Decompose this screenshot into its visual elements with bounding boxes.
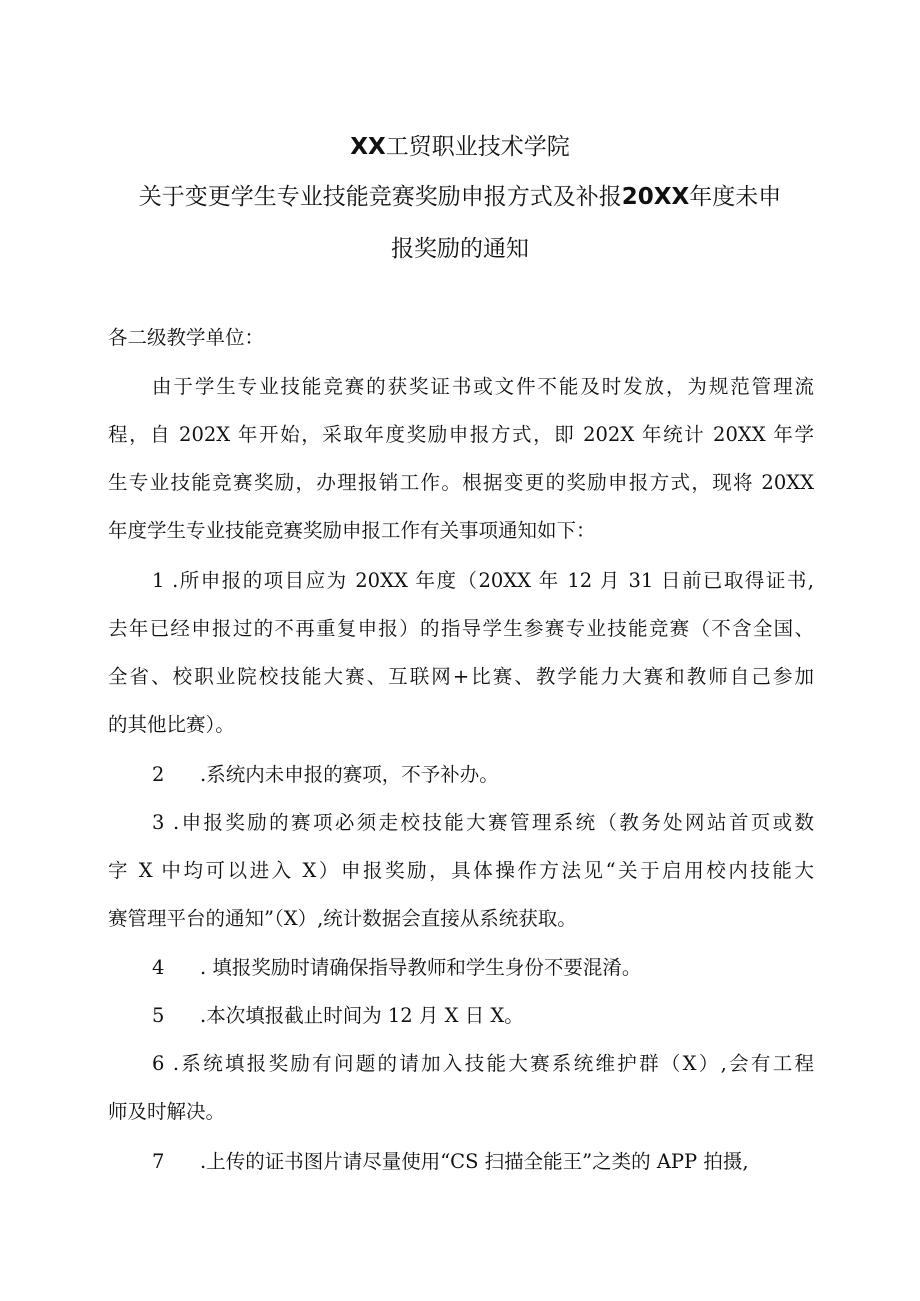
item-text: . 填报奖励时请确保指导教师和学生身份不要混淆。 [200,956,642,979]
item-3-line-3: 赛管理平台的通知”（X）,统计数据会直接从系统获取。 [108,907,577,930]
item-5-line-1 [152,1002,814,1030]
item-text: .申报奖励的赛项必须走校技能大赛管理系统（教务处网站首页或数 [173,811,814,834]
title-year: 20XX [621,184,690,210]
salutation: 各二级教学单位： [108,326,265,349]
item-text: .系统内未申报的赛项，不予补办。 [200,763,499,786]
item-number: 6 [152,1052,165,1075]
document-title-line-3: 报奖励的通知 [391,236,529,262]
item-text: .本次填报截止时间为 12 月 X 日 X。 [200,1004,524,1027]
title-line-2-suffix: 年度未申 [689,184,782,210]
item-1-line-1 [152,567,814,595]
item-1-line-4: 的其他比赛）。 [108,713,235,736]
document-title-line-2 [60,178,860,211]
item-1-line-2: 去年已经申报过的不再重复申报）的指导学生参赛专业技能竞赛（不含全国、 [108,617,814,640]
item-number: 5 [152,1004,165,1027]
item-number: 2 [152,763,165,786]
item-text: .所申报的项目应为 20XX 年度（20XX 年 12 月 31 日前已取得证书, [172,569,814,592]
item-number: 3 [152,811,165,834]
item-6-line-2: 师及时解决。 [108,1100,226,1123]
intro-line-4: 年度学生专业技能竞赛奖励申报工作有关事项通知如下： [108,519,596,542]
intro-line-3: 生专业技能竞赛奖励，办理报销工作。根据变更的奖励申报方式，现将 20XX [108,471,814,494]
item-7-line-1 [152,1148,814,1176]
item-3-line-1 [152,809,814,837]
item-number: 7 [152,1150,165,1173]
intro-line-2: 程，自 202X 年开始，采取年度奖励申报方式，即 202X 年统计 20XX 年学 [108,423,814,446]
item-number: 4 [152,956,165,979]
title-line-2-prefix: 关于变更学生专业技能竞赛奖励申报方式及补报 [138,184,622,210]
document-title-line-1 [60,128,860,161]
item-1-line-3: 全省、校职业院校技能大赛、互联网+比赛、教学能力大赛和教师自己参加 [108,665,814,688]
item-number: 1 [152,569,165,592]
intro-line-1: 由于学生专业技能竞赛的获奖证书或文件不能及时发放，为规范管理流 [152,375,814,398]
title-school-code: XX [350,134,386,160]
item-text: .上传的证书图片请尽量使用“CS 扫描全能王”之类的 APP 拍摄, [200,1150,749,1173]
item-text: .系统填报奖励有问题的请加入技能大赛系统维护群（X）,会有工程 [172,1052,815,1075]
item-4-line-1 [152,954,814,982]
item-6-line-1 [152,1050,814,1078]
item-3-line-2: 字 X 中均可以进入 X）申报奖励，具体操作方法见“关于启用校内技能大 [108,859,814,882]
title-school-name: 工贸职业技术学院 [385,134,570,160]
item-2-line-1 [152,761,814,789]
